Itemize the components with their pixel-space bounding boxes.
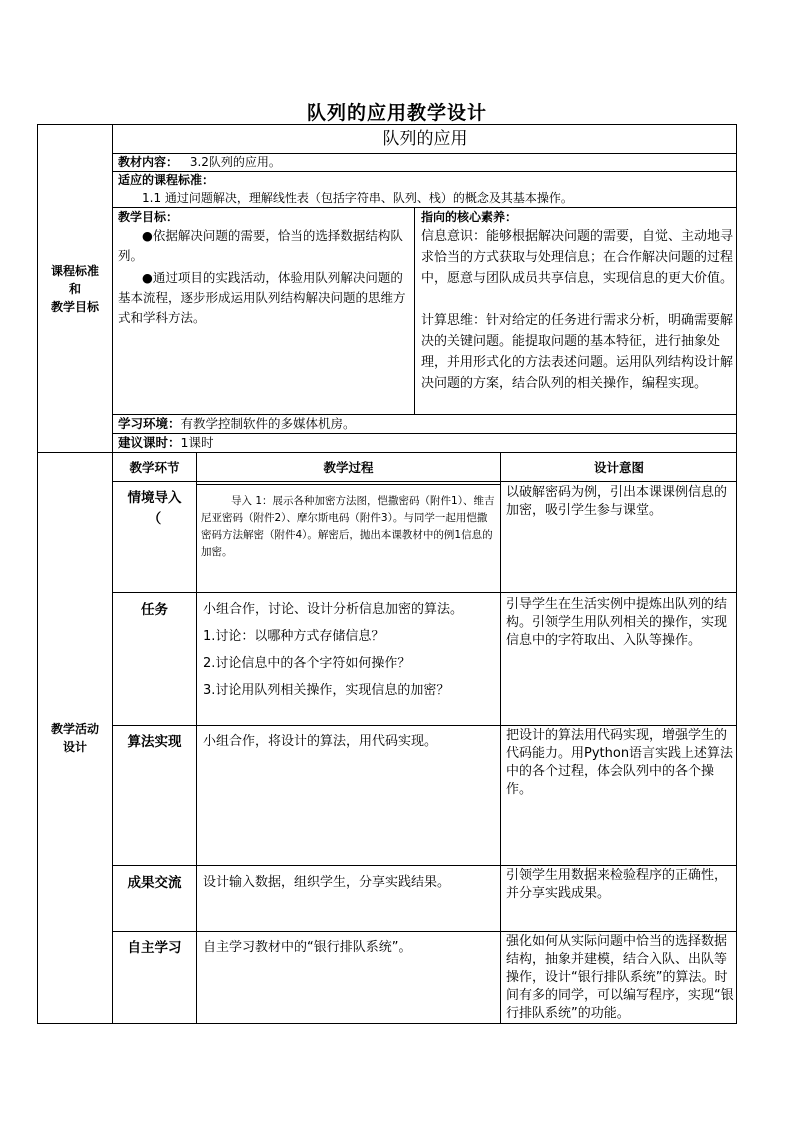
divider — [112, 481, 737, 482]
stage-label: 情境导入 — [127, 490, 182, 506]
material-value: 3.2队列的应用。 — [189, 155, 281, 169]
material-label: 教材内容： — [118, 155, 179, 169]
process-cell — [203, 600, 497, 701]
stage-cell: 成果交流 — [127, 875, 182, 891]
section-divider — [37, 452, 737, 453]
standard-label: 适应的课程标准： — [118, 173, 215, 187]
hours-row — [118, 433, 733, 452]
section1-label-line: 课程标准 — [50, 264, 99, 278]
environment-value: 有教学控制软件的多媒体机房。 — [180, 416, 356, 431]
stage-cell: 自主学习 — [127, 940, 182, 956]
intent-cell: 强化如何从实际问题中恰当的选择数据结构，抽象并建模，结合入队、出队等操作，设计“银行排队系统”的算法。时间有多的同学，可以编写程序，实现“银行排队系统”的功能。 — [506, 934, 734, 1021]
col-header-intent: 设计意图 — [593, 460, 644, 475]
stage-cell: 算法实现 — [127, 734, 182, 750]
col-header-stage: 教学环节 — [129, 460, 180, 475]
stage-cell: 任务 — [141, 602, 168, 618]
hours-value: 1课时 — [180, 435, 214, 450]
section2-label-line: 教学活动 — [50, 722, 99, 736]
col-header-process: 教学过程 — [323, 460, 374, 475]
divider — [196, 452, 197, 1024]
divider — [112, 725, 737, 726]
intent-cell: 引领学生用数据来检验程序的正确性，并分享实践成果。 — [506, 868, 728, 901]
environment-row — [118, 414, 733, 433]
process-line: 3.讨论用队列相关操作，实现信息的加密？ — [203, 683, 450, 698]
divider — [196, 484, 500, 485]
process-cell: 自主学习教材中的“银行排队系统”。 — [203, 940, 412, 955]
divider — [500, 452, 501, 1024]
literacy-paragraph: 计算思维：针对给定的任务进行需求分析，明确需要解决的关键问题。能提取问题的基本特征，进行抽象处理，并用形式化的方法表述问题。运用队列结构设计解决问题的方案，结合队列的相关操作，编程实现。 — [421, 313, 734, 391]
stage-cell — [113, 488, 196, 530]
divider — [112, 931, 737, 932]
intent-cell: 以破解密码为例，引出本课课例信息的加密，吸引学生参与课堂。 — [506, 485, 728, 518]
section1-label — [38, 262, 112, 316]
intent-cell: 引导学生在生活实例中提炼出队列的结构。引领学生用队列相关的操作，实现信息中的字符取出、入队等操作。 — [506, 597, 728, 648]
section1-label-line: 和 — [68, 282, 81, 296]
document-title: 队列的应用教学设计 — [306, 102, 487, 124]
standard-value: 1.1 通过问题解决，理解线性表（包括字符串、队列、栈）的概念及其基本操作。 — [142, 191, 573, 205]
process-line: 小组合作，讨论、设计分析信息加密的算法。 — [203, 602, 464, 617]
goals-paragraph: ●依据解决问题的需要，恰当的选择数据结构队列。 — [118, 228, 403, 263]
section2-label-line: 设计 — [62, 740, 87, 754]
process-line: 2.讨论信息中的各个字符如何操作？ — [203, 656, 411, 671]
process-cell: 设计输入数据，组织学生，分享实践结果。 — [203, 875, 451, 890]
goals-paragraph: ●通过项目的实践活动，体验用队列解决问题的基本流程，逐步形成运用队列结构解决问题的思维方式和学科方法。 — [118, 270, 406, 325]
environment-label: 学习环境： — [118, 416, 181, 431]
literacy-label: 指向的核心素养： — [421, 210, 518, 224]
process-line: 1.讨论：以哪种方式存储信息？ — [203, 629, 385, 644]
section1-header: 队列的应用 — [382, 129, 468, 149]
stage-label: （ — [147, 511, 162, 527]
divider — [112, 865, 737, 866]
literacy-paragraph: 信息意识：能够根据解决问题的需要，自觉、主动地寻求恰当的方式获取与处理信息；在合作解决问题的过程中，愿意与团队成员共享信息，实现信息的更大价值。 — [421, 229, 734, 286]
hours-label: 建议课时： — [118, 435, 181, 450]
intent-cell: 把设计的算法用代码实现，增强学生的代码能力。用Python语言实践上述算法中的各个过程，体会队列中的各个操作。 — [506, 728, 734, 797]
process-cell: 导入 1：展示各种加密方法图，恺撒密码（附件1）、维吉尼亚密码（附件2）、摩尔斯电码（附件3）。与同学一起用恺撒密码方法解密（附件4）。解密后，抛出本课教材中的例1信息的加密。 — [201, 495, 495, 558]
divider — [112, 592, 737, 593]
material-row — [118, 153, 733, 171]
section1-label-line: 教学目标 — [50, 300, 99, 314]
divider — [414, 207, 415, 414]
section2-label — [38, 720, 112, 756]
process-cell: 小组合作，将设计的算法，用代码实现。 — [203, 734, 438, 749]
goals-label: 教学目标： — [118, 210, 179, 224]
